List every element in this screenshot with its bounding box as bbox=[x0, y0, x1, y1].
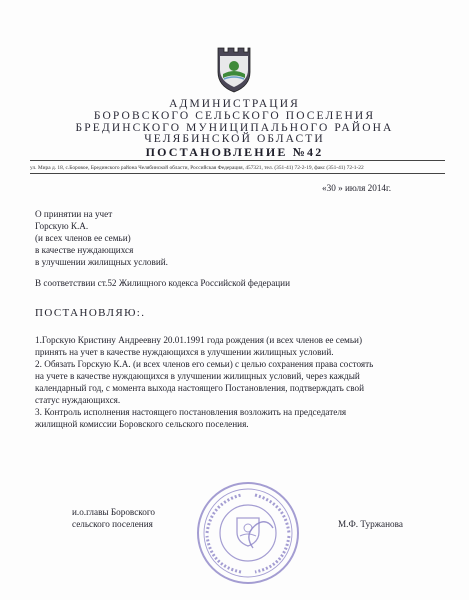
subject-line-5: в улучшении жилищных условий. bbox=[35, 257, 168, 267]
header-divider-bottom bbox=[30, 173, 445, 174]
body-line-1: 1.Горскую Кристину Андреевну 20.01.1991 года рождения (и всех членов ее семьи) bbox=[35, 335, 363, 345]
signatory-role-line-1: и.о.главы Боровского bbox=[72, 507, 156, 517]
signatory-role-line-2: сельского поселения bbox=[72, 519, 153, 529]
official-seal-stamp bbox=[193, 478, 303, 588]
body-line-8: жилищной комиссии Боровского сельского поселения. bbox=[35, 419, 249, 429]
coat-of-arms-icon bbox=[212, 44, 256, 94]
legal-basis: В соответствии ст.52 Жилищного кодекса Российской федерации bbox=[35, 278, 291, 288]
body-line-2: принять на учет в качестве нуждающихся в улучшении жилищных условий. bbox=[35, 347, 334, 357]
header-line-4: ЧЕЛЯБИНСКОЙ ОБЛАСТИ bbox=[144, 133, 325, 145]
body-line-5: календарный год, с момента выхода настоящего Постановления, подтверждать свой bbox=[35, 383, 364, 393]
subject-line-4: в качестве нуждающихся bbox=[35, 245, 134, 255]
signatory-name: М.Ф. Туржанова bbox=[338, 519, 403, 529]
document-title: ПОСТАНОВЛЕНИЕ №42 bbox=[145, 145, 324, 159]
document-date: «30 » июля 2014г. bbox=[322, 183, 392, 193]
header-divider-top bbox=[30, 160, 445, 161]
header-line-3: БРЕДИНСКОГО МУНИЦИПАЛЬНОГО РАЙОНА bbox=[75, 122, 394, 134]
body-line-6: статус нуждающихся. bbox=[35, 395, 121, 405]
resolve-heading: ПОСТАНОВЛЯЮ:. bbox=[35, 307, 146, 319]
address-line: ул. Мира д. 18, с.Боровое, Брединского района Челябинской области, Российская Федерация, 457321, тел. (351-41) 72-2-19, факс (351-41) 72-1-22 bbox=[30, 165, 364, 171]
body-line-7: 3. Контроль исполнения настоящего постановления возложить на председателя bbox=[35, 407, 347, 417]
subject-line-1: О принятии на учет bbox=[35, 209, 113, 219]
body-line-3: 2. Обязать Горскую К.А. (и всех членов его семьи) с целью сохранения права состоять bbox=[35, 359, 374, 369]
body-line-4: на учете в качестве нуждающихся в улучшении жилищных условий, через каждый bbox=[35, 371, 360, 381]
header-line-2: БОРОВСКОГО СЕЛЬСКОГО ПОСЕЛЕНИЯ bbox=[93, 110, 376, 122]
subject-line-3: (и всех членов ее семьи) bbox=[35, 233, 131, 243]
header-line-1: АДМИНИСТРАЦИЯ bbox=[169, 98, 300, 110]
subject-line-2: Горскую К.А. bbox=[35, 221, 89, 231]
